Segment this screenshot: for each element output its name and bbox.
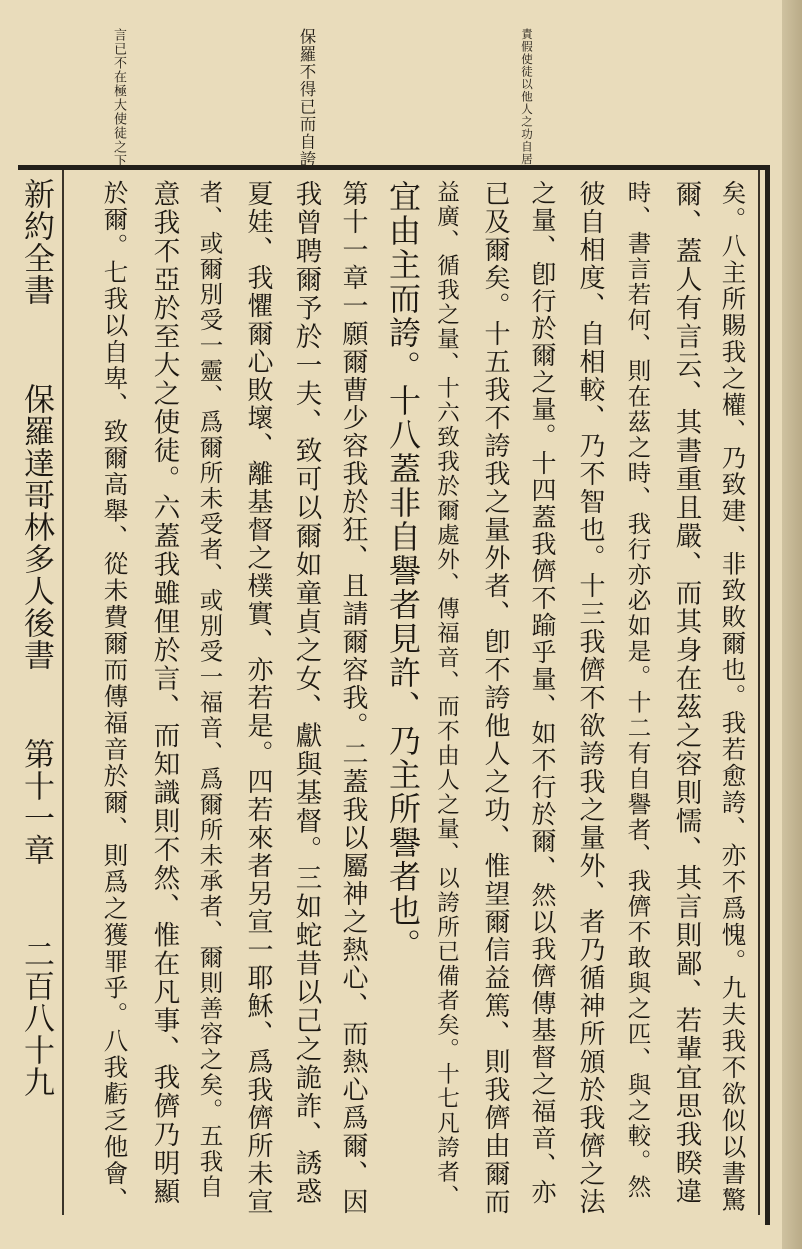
text-column-1: 矣。八主所賜我之權、乃致建、非致敗爾也。我若愈誇、亦不爲愧。九夫我不欲似以書驚 [718, 180, 748, 1214]
text-column-11: 夏娃、我懼爾心敗壞、離基督之樸實、亦若是。四若來者另宣一耶穌、爲我儕所未宣 [243, 180, 273, 1216]
marginal-notes [100, 28, 620, 173]
text-column-14: 於爾。七我以自卑、致爾高舉、從未費爾而傳福音於爾、則爲之獲罪乎。八我虧乏他會、 [100, 180, 130, 1214]
page-edge [782, 0, 802, 1249]
text-column-2: 爾、蓋人有言云、其書重且嚴、而其身在茲之容則懦、其言則鄙、若輩宜思我睽違 [670, 180, 702, 1206]
running-head [20, 178, 64, 1218]
text-column-6: 已及爾矣。十五我不誇我之量外者、卽不誇他人之功、惟望爾信益篤、則我儕由爾而 [480, 180, 510, 1216]
text-column-5: 之量、卽行於爾之量。十四蓋我儕不踰乎量、如不行於爾、然以我儕傳基督之福音、亦 [528, 180, 557, 1206]
text-column-9-chapter-start: 第十一章一願爾曹少容我於狂、且請爾容我。二蓋我以屬神之熱心、而熱心爲爾、因 [338, 180, 368, 1216]
marginal-note-3: 言已不在極大使徒之下 [111, 28, 126, 168]
text-column-13: 意我不亞於至大之使徒。六蓋我雖俚於言、而知識則不然、惟在凡事、我儕乃明顯 [148, 180, 180, 1206]
book-title: 新約全書 [18, 178, 54, 306]
page-number: 二百八十九 [18, 938, 54, 1098]
text-column-8: 宜由主而誇。十八蓋非自譽者見許、乃主所譽者也。 [384, 180, 422, 962]
text-column-7: 益廣、循我之量、十六致我於爾處外、傳福音、而不由人之量、以誇所已備者矣。十七凡誇者、 [433, 180, 460, 1209]
text-column-4: 彼自相度、自相較、乃不智也。十三我儕不欲誇我之量外、者乃循神所頒於我儕之法 [575, 180, 605, 1216]
marginal-note-2: 保羅不得已而自誇 [297, 28, 316, 168]
epistle-title: 保羅達哥林多人後書 [18, 383, 54, 671]
text-column-12: 者、或爾別受一靈、爲爾所未受者、或別受一福音、爲爾所未承者、爾則善容之矣。五我自 [195, 180, 224, 1200]
chapter-label: 第十一章 [18, 738, 54, 866]
text-column-3: 時、書言若何、則在茲之時、我行亦必如是。十二有自譽者、我儕不敢與之匹、與之較。然 [623, 180, 652, 1200]
text-column-10: 我曾聘爾予於一夫、致可以爾如童貞之女、獻與基督。三如蛇昔以己之詭詐、誘惑 [290, 180, 322, 1206]
marginal-note-1: 責假使徒以他人之功自居 [520, 28, 534, 166]
